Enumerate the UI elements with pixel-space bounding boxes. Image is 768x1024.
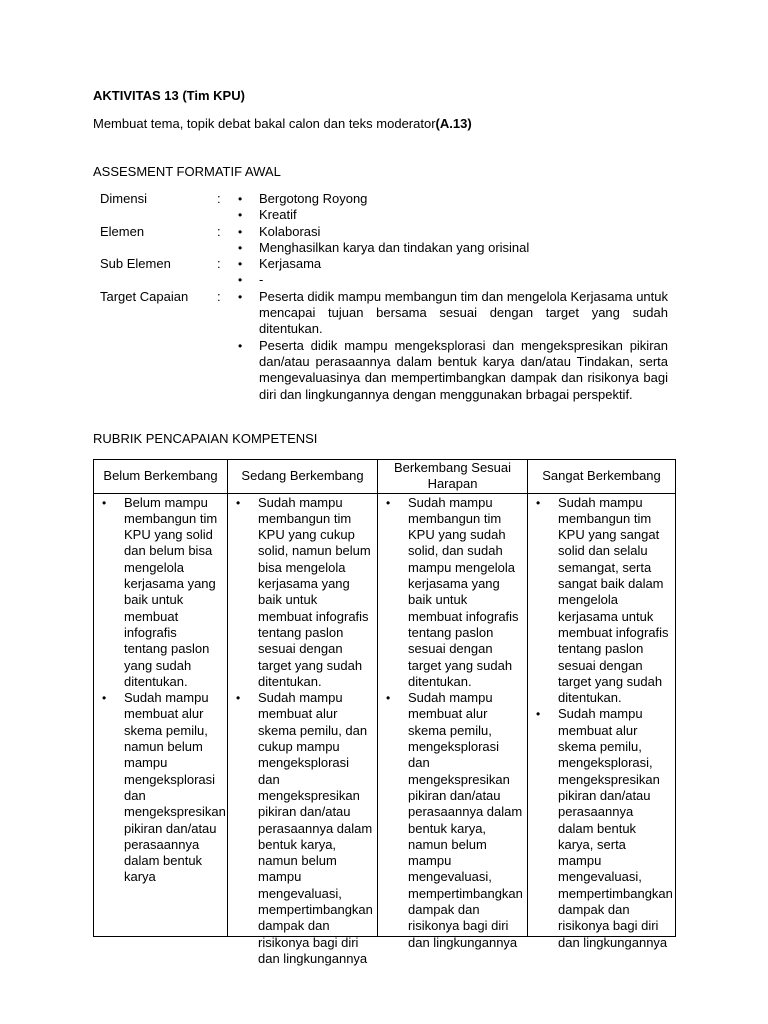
assessment-row-sub-elemen — [100, 256, 668, 289]
column-header: Sedang Berkembang — [228, 460, 378, 494]
rubric-table — [93, 459, 676, 966]
assessment-row-elemen — [100, 224, 668, 257]
list-item: • Sudah mampu membangun tim KPU yang cukup solid, namun belum bisa mengelola kerjasama yang baik untuk membuat infografis tentang paslon sesuai dengan target yang sudah ditentukan. — [236, 494, 371, 689]
bullet-icon: • — [236, 495, 241, 510]
list-item: • Sudah mampu membangun tim KPU yang sangat solid dan selalu semangat, serta sangat baik dalam mengelola kerjasama untuk membuat infografis tentang paslon sesuai dengan target yang sudah ditentukan. — [536, 494, 669, 706]
column-header: Berkembang Sesuai Harapan — [378, 460, 528, 494]
table-cell — [94, 493, 228, 936]
list-item: • Kreatif — [238, 207, 297, 223]
bullet-icon: • — [238, 338, 243, 353]
assessment-row-target — [100, 289, 668, 403]
list-item: • Menghasilkan karya dan tindakan yang orisinal — [238, 239, 530, 255]
list-item: • Belum mampu membangun tim KPU yang solid dan belum bisa mengelola kerjasama yang baik untuk membuat infografis tentang paslon yang sudah ditentukan. — [102, 494, 218, 689]
list-item: • Sudah mampu membuat alur skema pemilu, namun belum mampu mengeksplorasi dan mengekspresikan pikiran dan/atau perasaannya dalam bentuk karya — [102, 690, 226, 885]
bullet-icon: • — [238, 240, 243, 255]
list-item: • Sudah mampu membuat alur skema pemilu, dan cukup mampu mengeksplorasi dan mengekspresikan pikiran dan/atau perasaannya dalam bentuk karya, namun belum mampu mengevaluasi, mempertimbangkan dampak dan risikonya bagi diri dan lingkungannya — [236, 690, 373, 966]
assessment-colon: : — [217, 191, 221, 206]
column-header: Sangat Berkembang — [528, 460, 676, 494]
subtitle-code: (A.13) — [435, 116, 472, 131]
list-item: • Sudah mampu membangun tim KPU yang sudah solid, dan sudah mampu mengelola kerjasama yang baik untuk membuat infografis tentang paslon sesuai dengan target yang sudah ditentukan. — [386, 494, 519, 689]
bullet-icon: • — [238, 192, 243, 206]
list-item: • Kolaborasi — [238, 223, 321, 239]
bullet-icon: • — [536, 495, 541, 510]
bullet-icon: • — [536, 707, 541, 722]
list-item: • Sudah mampu membuat alur skema pemilu, mengeksplorasi dan mengekspresikan pikiran dan/atau perasaannya dalam bentuk karya, namun belum mampu mengevaluasi, mempertimbangkan dampak dan risikonya bagi diri dan lingkungannya — [386, 690, 523, 950]
list-item: • Sudah mampu membuat alur skema pemilu, mengeksplorasi, mengekspresikan pikiran dan/atau perasaannya dalam bentuk karya, serta mampu mengevaluasi, mempertimbangkan dampak dan risikonya bagi diri dan lingkungannya — [536, 706, 673, 950]
list-item: • Bergotong Royong — [238, 191, 368, 206]
bullet-icon: • — [238, 208, 243, 223]
bullet-icon: • — [386, 691, 391, 706]
assessment-label: Target Capaian — [100, 288, 189, 304]
bullet-icon: • — [238, 289, 243, 304]
assessment-label: Sub Elemen — [100, 256, 171, 272]
assessment-colon: : — [217, 256, 221, 272]
section-heading-rubric: RUBRIK PENCAPAIAN KOMPETENSI — [93, 431, 318, 446]
bullet-icon: • — [102, 495, 107, 510]
activity-subtitle — [93, 116, 472, 132]
assessment-label: Elemen — [100, 223, 145, 239]
column-header: Belum Berkembang — [94, 460, 228, 494]
assessment-row-dimensi — [100, 191, 668, 224]
table-cell — [528, 493, 676, 950]
table-cell — [378, 493, 528, 950]
table-header-row — [94, 460, 676, 494]
bullet-icon: • — [102, 691, 107, 706]
bullet-icon: • — [238, 257, 243, 272]
list-item: • Peserta didik mampu mengeksplorasi dan mengekspresikan pikiran dan/atau perasaannya dalam bentuk karya dan/atau Tindakan, serta mengevaluasinya dan mempertimbangkan dampak dan risikonya bagi diri dan lingkungannya dengan menggunakan brbagai perspektif. — [238, 337, 668, 402]
section-heading-assessment: ASSESMENT FORMATIF AWAL — [93, 164, 281, 179]
list-item: • - — [238, 272, 264, 288]
bullet-icon: • — [238, 224, 243, 239]
assessment-colon: : — [217, 223, 221, 239]
assessment-colon: : — [217, 288, 221, 304]
assessment-block — [100, 191, 668, 403]
table-cell — [228, 493, 378, 966]
bullet-icon: • — [236, 691, 241, 706]
list-item: • Kerjasama — [238, 256, 322, 272]
table-row — [94, 493, 676, 936]
page-title: AKTIVITAS 13 (Tim KPU) — [93, 88, 245, 103]
subtitle-text: Membuat tema, topik debat bakal calon dan teks moderator — [93, 116, 436, 131]
list-item: • Peserta didik mampu membangun tim dan mengelola Kerjasama untuk mencapai tujuan bersama sesuai dengan target yang sudah ditentukan. — [238, 288, 668, 337]
assessment-label: Dimensi — [100, 191, 147, 206]
bullet-icon: • — [386, 495, 391, 510]
bullet-icon: • — [238, 273, 243, 288]
